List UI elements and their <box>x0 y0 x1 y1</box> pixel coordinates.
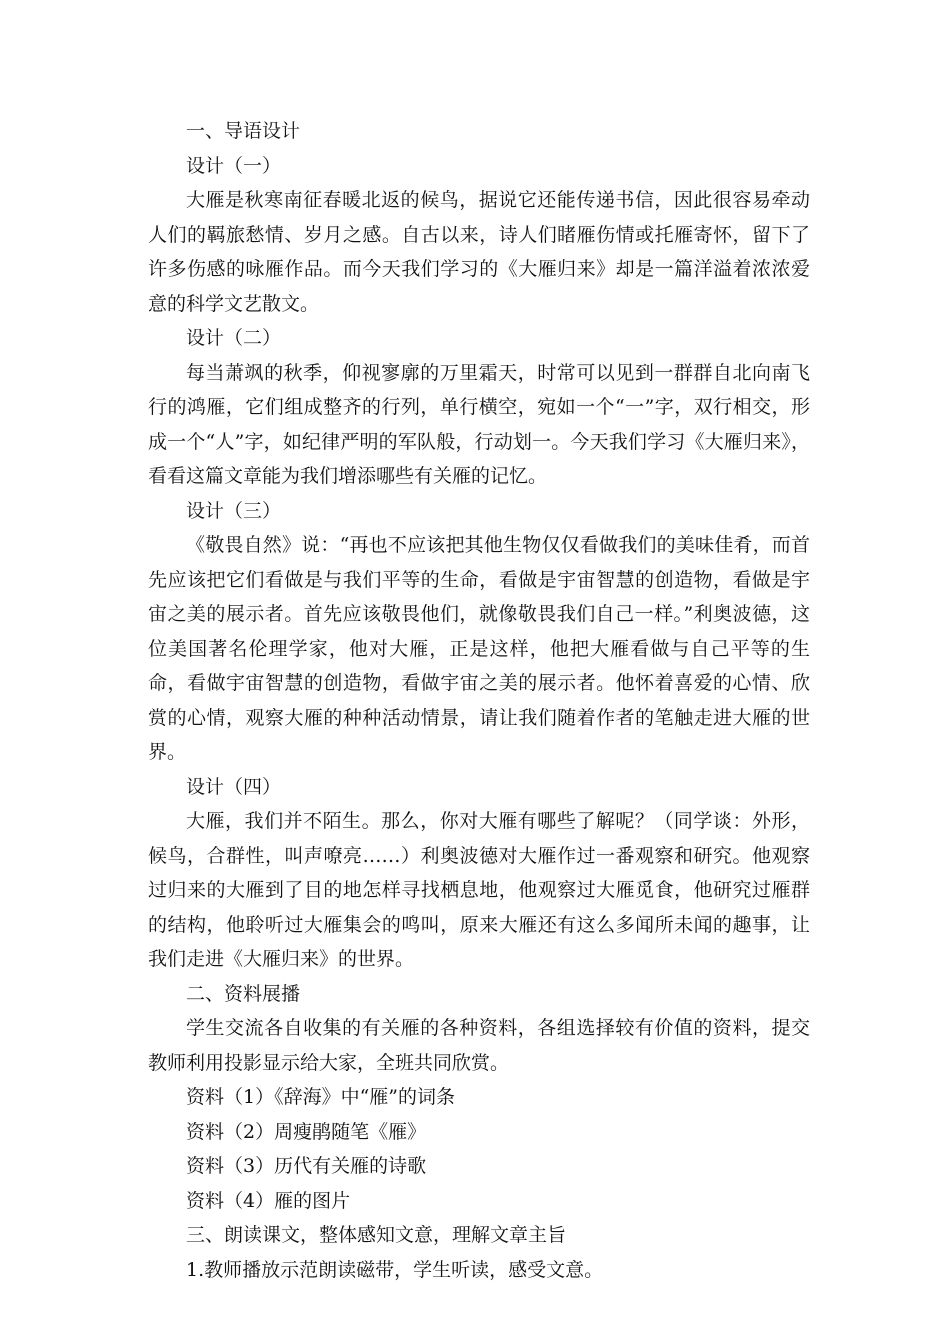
section-heading-intro: 一、导语设计 <box>186 120 301 142</box>
material-item-2: 资料（2）周瘦鹃随笔《雁》 <box>186 1120 427 1143</box>
paragraph-design-1: 大雁是秋寒南征春暖北返的候鸟，据说它还能传递书信，因此很容易牵动人们的羁旅愁情、岁月之感。自古以来，诗人们睹雁伤情或托雁寄怀，留下了许多伤感的咏雁作品。而今天我们学习的《大雁归来》却是一篇洋溢着浓浓爱意的科学文艺散文。 <box>148 189 810 315</box>
design-heading-4: 设计（四） <box>186 775 282 798</box>
design-heading-1: 设计（一） <box>186 154 282 177</box>
material-item-1: 资料（1）《辞海》中“雁”的词条 <box>186 1086 456 1108</box>
material-item-4: 资料（4）雁的图片 <box>186 1189 351 1212</box>
document-body <box>148 114 810 1287</box>
paragraph-design-4: 大雁，我们并不陌生。那么，你对大雁有哪些了解呢？（同学谈：外形，候鸟，合群性，叫声嘹亮……）利奥波德对大雁作过一番观察和研究。他观察过归来的大雁到了目的地怎样寻找栖息地，他观察过大雁觅食，他研究过雁群的结构，他聆听过大雁集会的鸣叫，原来大雁还有这么多闻所未闻的趣事，让我们走进《大雁归来》的世界。 <box>148 810 810 970</box>
section-heading-reading: 三、朗读课文，整体感知文意，理解文章主旨 <box>186 1224 567 1246</box>
paragraph-design-3: 《敬畏自然》说：“再也不应该把其他生物仅仅看做我们的美味佳肴，而首先应该把它们看做是与我们平等的生命，看做是宇宙智慧的创造物，看做是宇宙之美的展示者。首先应该敬畏他们，就像敬畏我们自己一样。”利奥波德，这位美国著名伦理学家，他对大雁，正是这样，他把大雁看做与自己平等的生命，看做宇宙智慧的创造物，看做宇宙之美的展示者。他怀着喜爱的心情、欣赏的心情，观察大雁的种种活动情景，请让我们随着作者的笔触走进大雁的世界。 <box>148 534 810 763</box>
reading-step-1: 1.教师播放示范朗读磁带，学生听读，感受文意。 <box>186 1258 604 1281</box>
material-item-3: 资料（3）历代有关雁的诗歌 <box>186 1155 427 1177</box>
paragraph-design-2: 每当萧飒的秋季，仰视寥廓的万里霜天，时常可以见到一群群自北向南飞行的鸿雁，它们组成整齐的行列，单行横空，宛如一个“一”字，双行相交，形成一个“人”字，如纪律严明的军队般，行动划一。今天我们学习《大雁归来》，看看这篇文章能为我们增添哪些有关雁的记忆。 <box>148 361 810 487</box>
section-heading-materials: 二、资料展播 <box>186 982 301 1005</box>
design-heading-2: 设计（二） <box>186 327 282 349</box>
design-heading-3: 设计（三） <box>186 499 282 522</box>
paragraph-materials: 学生交流各自收集的有关雁的各种资料，各组选择较有价值的资料，提交教师利用投影显示给大家，全班共同欣赏。 <box>148 1017 810 1074</box>
